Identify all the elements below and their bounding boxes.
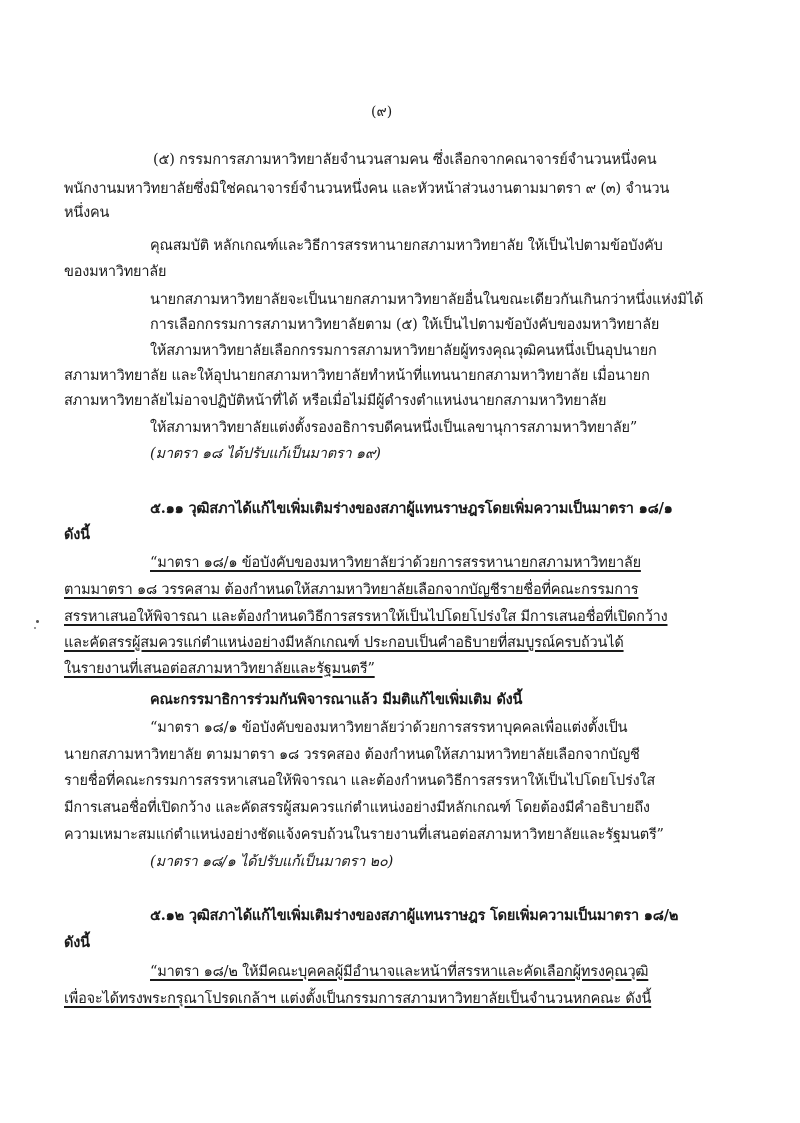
underlined-line: ในรายงานที่เสนอต่อสภามหาวิทยาลัยและรัฐมนตรี” [64,661,375,677]
section-heading: ๕.๑๒ วุฒิสภาได้แก้ไขเพิ่มเติมร่างของสภาผู้แทนราษฎร โดยเพิ่มความเป็นมาตรา ๑๘/๒ [150,907,679,924]
text-line: พนักงานมหาวิทยาลัยซึ่งมิใช่คณาจารย์จำนวนหนึ่งคน และหัวหน้าส่วนงานตามมาตรา ๙ (๓) จำนวน [64,181,670,197]
underlined-line: “มาตรา ๑๘/๒ ให้มีคณะบุคคลผู้มีอำนาจและหน้าที่สรรหาและคัดเลือกผู้ทรงคุณวุฒิ [150,964,649,980]
scan-speck [36,620,39,623]
committee-resolution: คณะกรรมาธิการร่วมกันพิจารณาแล้ว มีมติแก้ไขเพิ่มเติม ดังนี้ [150,691,523,708]
text-line: นายกสภามหาวิทยาลัย ตามมาตรา ๑๘ วรรคสอง ต้องกำหนดให้สภามหาวิทยาลัยเลือกจากบัญชี [64,747,640,763]
underlined-line: สรรหาเสนอให้พิจารณา และต้องกำหนดวิธีการสรรหาให้เป็นไปโดยโปร่งใส มีการเสนอชื่อที่เปิดกว้าง [64,609,668,625]
text-line: รายชื่อที่คณะกรรมการสรรหาเสนอให้พิจารณา และต้องกำหนดวิธีการสรรหาให้เป็นไปโดยโปร่งใส [64,773,656,789]
text-line: มีการเสนอชื่อที่เปิดกว้าง และคัดสรรผู้สมควรแก่ตำแหน่งอย่างมีหลักเกณฑ์ โดยต้องมีคำอธิบายถึง [64,800,650,816]
scan-speck [34,627,36,629]
underlined-line: ตามมาตรา ๑๘ วรรคสาม ต้องกำหนดให้สภามหาวิทยาลัยเลือกจากบัญชีรายชื่อที่คณะกรรมการ [64,582,639,598]
underlined-line: และคัดสรรผู้สมควรแก่ตำแหน่งอย่างมีหลักเกณฑ์ ประกอบเป็นคำอธิบายที่สมบูรณ์ครบถ้วนได้ [64,635,624,651]
text-line: ความเหมาะสมแก่ตำแหน่งอย่างชัดแจ้งครบถ้วนในรายงานที่เสนอต่อสภามหาวิทยาลัยและรัฐมนตรี” [64,827,664,843]
text-line: สภามหาวิทยาลัย และให้อุปนายกสภามหาวิทยาลัยทำหน้าที่แทนนายกสภามหาวิทยาลัย เมื่อนายก [64,368,650,384]
text-line: ของมหาวิทยาลัย [64,264,167,280]
note-line: (มาตรา ๑๘/๑ ได้ปรับแก้เป็นมาตรา ๒๐) [150,854,394,870]
text-line: สภามหาวิทยาลัยไม่อาจปฏิบัติหน้าที่ได้ หรือเมื่อไม่มีผู้ดำรงตำแหน่งนายกสภามหาวิทยาลัย [64,393,607,409]
note-line: (มาตรา ๑๘ ได้ปรับแก้เป็นมาตรา ๑๙) [150,446,381,462]
text-line: “มาตรา ๑๘/๑ ข้อบังคับของมหาวิทยาลัยว่าด้วยการสรรหาบุคคลเพื่อแต่งตั้งเป็น [150,720,628,736]
section-heading-cont: ดังนี้ [64,934,90,951]
text-line: คุณสมบัติ หลักเกณฑ์และวิธีการสรรหานายกสภามหาวิทยาลัย ให้เป็นไปตามข้อบังคับ [150,238,663,254]
section-heading-cont: ดังนี้ [64,526,90,543]
underlined-line: “มาตรา ๑๘/๑ ข้อบังคับของมหาวิทยาลัยว่าด้วยการสรรหานายกสภามหาวิทยาลัย [150,555,641,571]
text-line: การเลือกกรรมการสภามหาวิทยาลัยตาม (๕) ให้เป็นไปตามข้อบังคับของมหาวิทยาลัย [150,317,660,333]
text-line: (๕) กรรมการสภามหาวิทยาลัยจำนวนสามคน ซึ่งเลือกจากคณาจารย์จำนวนหนึ่งคน [153,152,657,168]
page-number: (๙) [371,104,393,120]
text-line: ให้สภามหาวิทยาลัยแต่งตั้งรองอธิการบดีคนหนึ่งเป็นเลขานุการสภามหาวิทยาลัย” [150,420,638,436]
section-heading: ๕.๑๑ วุฒิสภาได้แก้ไขเพิ่มเติมร่างของสภาผู้แทนราษฎรโดยเพิ่มความเป็นมาตรา ๑๘/๑ [150,500,673,517]
text-line: ให้สภามหาวิทยาลัยเลือกกรรมการสภามหาวิทยาลัยผู้ทรงคุณวุฒิคนหนึ่งเป็นอุปนายก [150,343,657,359]
text-line: หนึ่งคน [64,205,110,221]
underlined-line: เพื่อจะได้ทรงพระกรุณาโปรดเกล้าฯ แต่งตั้งเป็นกรรมการสภามหาวิทยาลัยเป็นจำนวนหกคณะ ดังนี้ [64,991,652,1007]
text-line: นายกสภามหาวิทยาลัยจะเป็นนายกสภามหาวิทยาลัยอื่นในขณะเดียวกันเกินกว่าหนึ่งแห่งมิได้ [150,292,704,308]
